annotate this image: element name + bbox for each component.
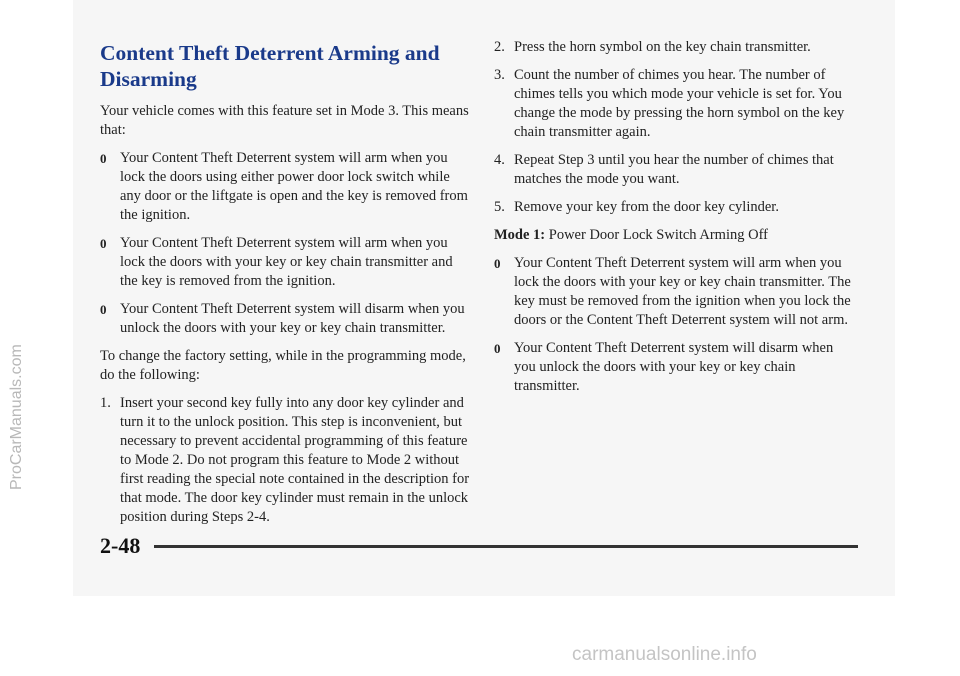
- list-item: 0 Your Content Theft Deterrent system will disarm when you unlock the doors with your key or key chain transmitter.: [494, 340, 834, 394]
- left-column: [100, 40, 470, 536]
- bullet-marker: 0: [100, 236, 107, 251]
- step-item: 4. Repeat Step 3 until you hear the number of chimes that matches the mode you want.: [494, 152, 834, 187]
- left-bullet-list: [100, 149, 470, 338]
- list-item: 0 Your Content Theft Deterrent system will arm when you lock the doors using either power door lock switch while any door or the liftgate is open and the key is removed from the ignition.: [100, 150, 468, 223]
- bottom-watermark: carmanualsonline.info: [572, 644, 757, 665]
- page-footer: [100, 533, 858, 563]
- mode1-title: Power Door Lock Switch Arming Off: [548, 227, 768, 243]
- steps-list-left: [100, 394, 470, 527]
- right-bullet-list: [494, 254, 854, 396]
- list-item: 0 Your Content Theft Deterrent system will disarm when you unlock the doors with your key or key chain transmitter.: [100, 301, 465, 336]
- section-heading: Content Theft Deterrent Arming and Disarming: [100, 41, 440, 91]
- page-number: 2-48: [100, 533, 141, 558]
- list-item: 0 Your Content Theft Deterrent system will arm when you lock the doors with your key or key chain transmitter. The key must be removed from the ignition when you lock the doors or the Content Theft Deterrent system will not arm.: [494, 255, 851, 328]
- side-watermark: ProCarManuals.com: [8, 344, 25, 490]
- right-column: [494, 38, 854, 405]
- list-item: 0 Your Content Theft Deterrent system will arm when you lock the doors with your key or key chain transmitter and the key is removed from the ignition.: [100, 235, 453, 289]
- bullet-marker: 0: [100, 302, 107, 317]
- step-item: 1. Insert your second key fully into any door key cylinder and turn it to the unlock position. This step is inconvenient, but necessary to prevent accidental programming of this feature to Mode 2. Do not program this feature to Mode 2 without first reading the special note contained in the description for that mode. The door key cylinder must remain in the unlock position during Steps 2-4.: [100, 395, 470, 525]
- step-item: 3. Count the number of chimes you hear. The number of chimes tells you which mode your vehicle is set for. You change the mode by pressing the horn symbol on the key chain transmitter again.: [494, 67, 845, 140]
- footer-rule: [154, 545, 858, 548]
- change-setting-paragraph: To change the factory setting, while in the programming mode, do the following:: [100, 348, 466, 383]
- bullet-marker: 0: [494, 256, 501, 271]
- intro-paragraph: Your vehicle comes with this feature set in Mode 3. This means that:: [100, 103, 469, 138]
- steps-list-right: [494, 38, 854, 217]
- mode1-label: Mode 1:: [494, 227, 546, 243]
- bullet-marker: 0: [100, 151, 107, 166]
- step-item: 2. Press the horn symbol on the key chain transmitter.: [494, 39, 811, 55]
- mode1-heading: [494, 226, 854, 245]
- bullet-marker: 0: [494, 341, 501, 356]
- step-item: 5. Remove your key from the door key cylinder.: [494, 199, 779, 215]
